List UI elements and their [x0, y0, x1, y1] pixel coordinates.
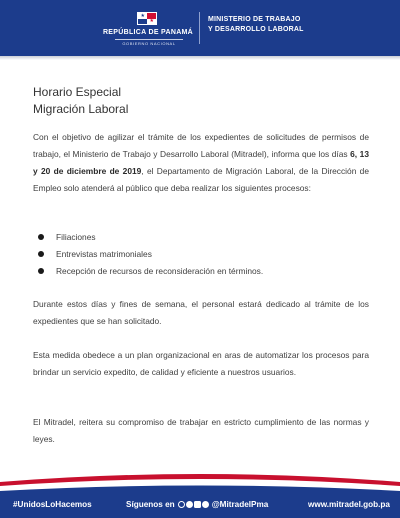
bullet-icon	[38, 268, 44, 274]
paragraph-measure: Esta medida obedece a un plan organizacional en aras de automatizar los procesos para brindar un servicio expedito, de calidad y eficiente a nuestros usuarios.	[33, 350, 369, 377]
title-line-2: Migración Laboral	[33, 101, 129, 116]
list-item-text: Filiaciones	[56, 231, 96, 242]
ministerio-line-1: MINISTERIO DE TRABAJO	[208, 16, 301, 23]
youtube-icon[interactable]	[194, 501, 201, 508]
bullet-icon	[38, 234, 44, 240]
intro-part-2: , el Departamento de Migración Laboral, de la Dirección de Empleo solo atenderá al público que deba realizar los siguientes procesos:	[33, 166, 369, 193]
ministerio-label	[208, 15, 304, 35]
paragraph-staff: Durante estos días y fines de semana, el personal estará dedicado al trámite de los expedientes que se han solicitado.	[33, 299, 369, 326]
list-item-text: Entrevistas matrimoniales	[56, 248, 152, 259]
footer-bar	[0, 492, 400, 518]
footer-hashtag: #UnidosLoHacemos	[13, 500, 92, 509]
page-title	[33, 84, 128, 117]
instagram-icon[interactable]	[178, 501, 185, 508]
footer-website-link[interactable]: www.mitradel.gob.pa	[307, 500, 390, 509]
intro-part-1: Con el objetivo de agilizar el trámite de los expedientes de solicitudes de permisos de trabajo, el Ministerio de Trabajo y Desarrollo Laboral (Mitradel), informa que los días	[33, 132, 369, 159]
title-line-1: Horario Especial	[33, 85, 122, 99]
gobierno-label: GOBIERNO NACIONAL	[115, 39, 183, 46]
header-shadow	[0, 56, 400, 60]
bullet-icon	[38, 251, 44, 257]
twitter-icon[interactable]	[186, 501, 193, 508]
footer-social	[126, 500, 268, 509]
list-item	[38, 228, 263, 245]
list-item-text: Recepción de recursos de reconsideración en términos.	[56, 265, 264, 276]
panama-flag-icon: ★ ★	[137, 12, 157, 25]
paragraph-commitment: El Mitradel, reitera su compromiso de trabajar en estricto cumplimiento de las normas y leyes.	[33, 417, 369, 444]
header-bar	[0, 0, 400, 56]
ministerio-line-2: Y DESARROLLO LABORAL	[208, 26, 304, 33]
process-list	[38, 228, 263, 279]
social-handle[interactable]: @MitradelPma	[211, 500, 269, 509]
list-item	[38, 262, 263, 279]
facebook-icon[interactable]	[202, 501, 209, 508]
republica-label: REPÚBLICA DE PANAMÁ	[102, 29, 194, 36]
intro-dates: 6, 13 y 20 de diciembre de 2019	[33, 149, 369, 176]
follow-label: Síguenos en	[126, 500, 175, 509]
header-divider	[199, 12, 200, 44]
intro-paragraph	[33, 129, 369, 197]
list-item	[38, 245, 263, 262]
